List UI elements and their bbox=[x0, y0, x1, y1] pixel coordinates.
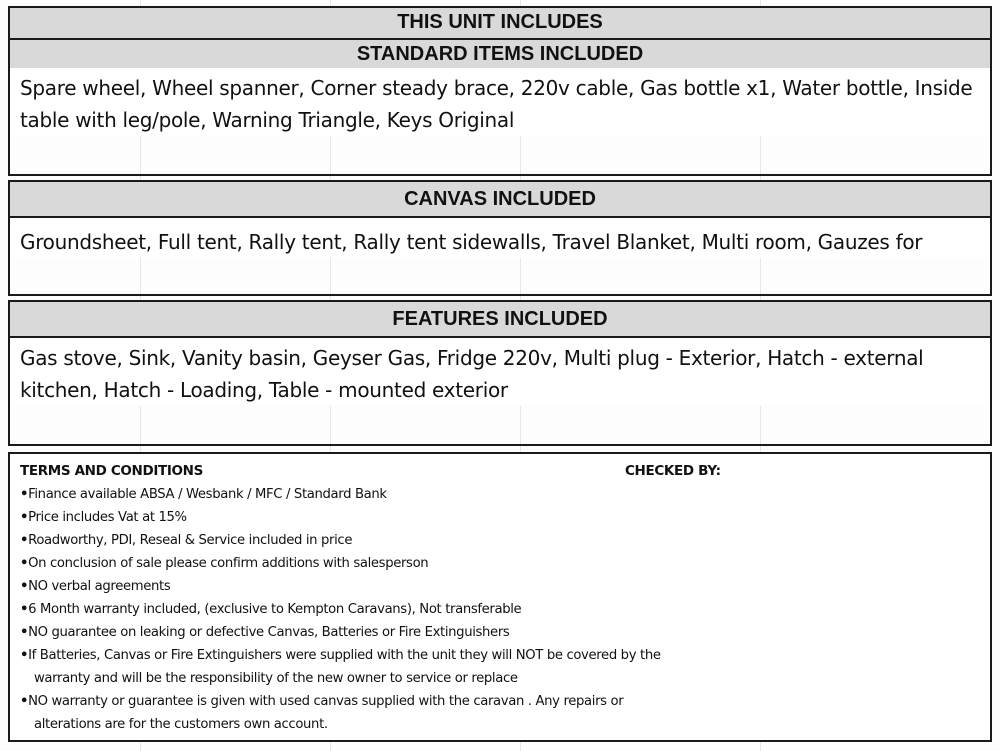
term-item-continuation: warranty and will be the responsibility of the new owner to service or replace bbox=[34, 671, 518, 686]
features-section bbox=[8, 300, 992, 446]
bullet-icon: • bbox=[20, 579, 29, 594]
bullet-icon: • bbox=[20, 487, 29, 502]
bullet-icon: • bbox=[20, 648, 29, 663]
unit-includes-heading: THIS UNIT INCLUDES bbox=[10, 8, 990, 38]
bullet-icon: • bbox=[20, 625, 29, 640]
features-line: Gas stove, Sink, Vanity basin, Geyser Gas, Fridge 220v, Multi plug - Exterior, Hatch - external bbox=[20, 346, 924, 370]
features-text bbox=[10, 336, 990, 406]
terms-title: TERMS AND CONDITIONS bbox=[20, 463, 203, 479]
term-item: •Roadworthy, PDI, Reseal & Service included in price bbox=[20, 533, 353, 548]
terms-section bbox=[8, 452, 992, 742]
bullet-icon: • bbox=[20, 556, 29, 571]
term-item: •Price includes Vat at 15% bbox=[20, 510, 187, 525]
canvas-line: Groundsheet, Full tent, Rally tent, Rally tent sidewalls, Travel Blanket, Multi room, Gauzes for bbox=[20, 230, 923, 254]
term-item-continuation: alterations are for the customers own account. bbox=[34, 717, 328, 732]
standard-items-text bbox=[10, 68, 990, 136]
standard-items-line: table with leg/pole, Warning Triangle, Keys Original bbox=[20, 108, 515, 132]
canvas-heading: CANVAS INCLUDED bbox=[10, 182, 990, 216]
standard-items-section bbox=[8, 6, 992, 176]
bullet-icon: • bbox=[20, 510, 29, 525]
standard-items-heading: STANDARD ITEMS INCLUDED bbox=[10, 38, 990, 68]
bullet-icon: • bbox=[20, 602, 29, 617]
canvas-section bbox=[8, 180, 992, 296]
canvas-text bbox=[10, 216, 990, 258]
term-item: •NO warranty or guarantee is given with used canvas supplied with the caravan . Any repairs or bbox=[20, 694, 624, 709]
term-item: •NO verbal agreements bbox=[20, 579, 171, 594]
standard-items-line: Spare wheel, Wheel spanner, Corner steady brace, 220v cable, Gas bottle x1, Water bottle, Inside bbox=[20, 76, 973, 100]
term-item: •On conclusion of sale please confirm additions with salesperson bbox=[20, 556, 429, 571]
features-line: kitchen, Hatch - Loading, Table - mounted exterior bbox=[20, 378, 508, 402]
checked-by-label: CHECKED BY: bbox=[625, 463, 721, 479]
bullet-icon: • bbox=[20, 694, 29, 709]
term-item: •6 Month warranty included, (exclusive to Kempton Caravans), Not transferable bbox=[20, 602, 522, 617]
term-item: •Finance available ABSA / Wesbank / MFC / Standard Bank bbox=[20, 487, 387, 502]
term-item: •NO guarantee on leaking or defective Canvas, Batteries or Fire Extinguishers bbox=[20, 625, 510, 640]
term-item: •If Batteries, Canvas or Fire Extinguishers were supplied with the unit they will NOT be covered by the bbox=[20, 648, 661, 663]
features-heading: FEATURES INCLUDED bbox=[10, 302, 990, 336]
bullet-icon: • bbox=[20, 533, 29, 548]
